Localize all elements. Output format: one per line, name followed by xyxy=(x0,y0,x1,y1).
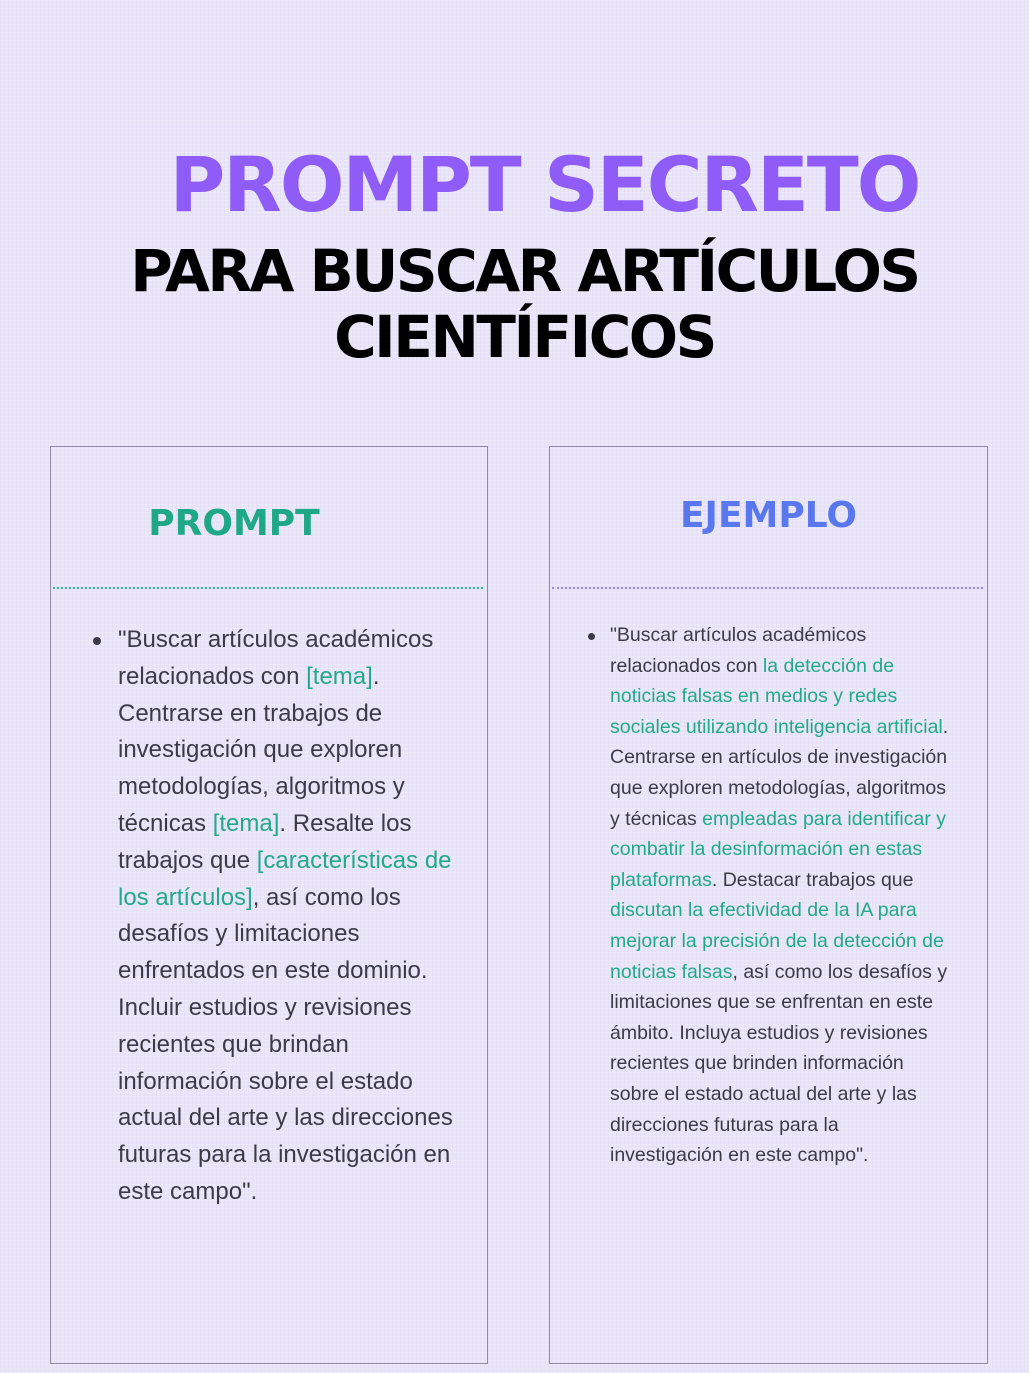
example-text xyxy=(610,620,950,1171)
text-segment: "Buscar artículos académicos relacionados con xyxy=(610,624,867,677)
highlighted-text: discutan la efectividad de la IA para mejorar la precisión de la detección de noticias falsas xyxy=(610,899,944,983)
title-main: PROMPT SECRETO xyxy=(169,140,920,229)
prompt-card xyxy=(50,446,488,1364)
text-segment: "Buscar artículos académicos relacionados con xyxy=(118,626,434,690)
text-segment: . Destacar trabajos que xyxy=(711,868,914,891)
text-segment: , así como los desafíos y limitaciones que se enfrentan en este ámbito. Incluya estudios y revisiones recientes que brinden información sobre el estado actual del arte y las direcciones futuras para la investigación en este campo". xyxy=(610,960,948,1167)
text-segment: . Centrarse en trabajos de investigación que exploren metodologías, algoritmos y técnicas xyxy=(118,662,405,837)
highlighted-text: [tema] xyxy=(306,662,373,690)
prompt-heading: PROMPT xyxy=(148,503,320,544)
divider xyxy=(53,587,483,589)
text-segment: , así como los desafíos y limitaciones enfrentados en este dominio. Incluir estudios y revisiones recientes que brindan información sobre el estado actual del arte y las direcciones futuras para la investigación en este campo". xyxy=(118,883,453,1205)
highlighted-text: empleadas para identificar y combatir la desinformación en estas plataformas xyxy=(610,807,947,891)
divider xyxy=(552,587,983,589)
example-card xyxy=(549,446,988,1364)
title-subtitle xyxy=(0,238,1029,370)
text-segment: . Resalte los trabajos que xyxy=(118,809,412,874)
subtitle-line-2: CIENTÍFICOS xyxy=(334,303,715,371)
highlighted-text: [características de los artículos] xyxy=(118,846,452,911)
highlighted-text: la detección de noticias falsas en medios y redes sociales utilizando inteligencia artificial xyxy=(610,654,943,738)
text-segment: . Centrarse en artículos de investigación que exploren metodologías, algoritmos y técnicas xyxy=(610,715,949,830)
bullet-icon xyxy=(93,637,101,645)
example-heading: EJEMPLO xyxy=(679,495,858,536)
prompt-text xyxy=(118,622,453,1211)
highlighted-text: [tema] xyxy=(212,809,280,837)
subtitle-line-1: PARA BUSCAR ARTÍCULOS xyxy=(130,237,919,305)
bullet-icon xyxy=(588,633,595,640)
